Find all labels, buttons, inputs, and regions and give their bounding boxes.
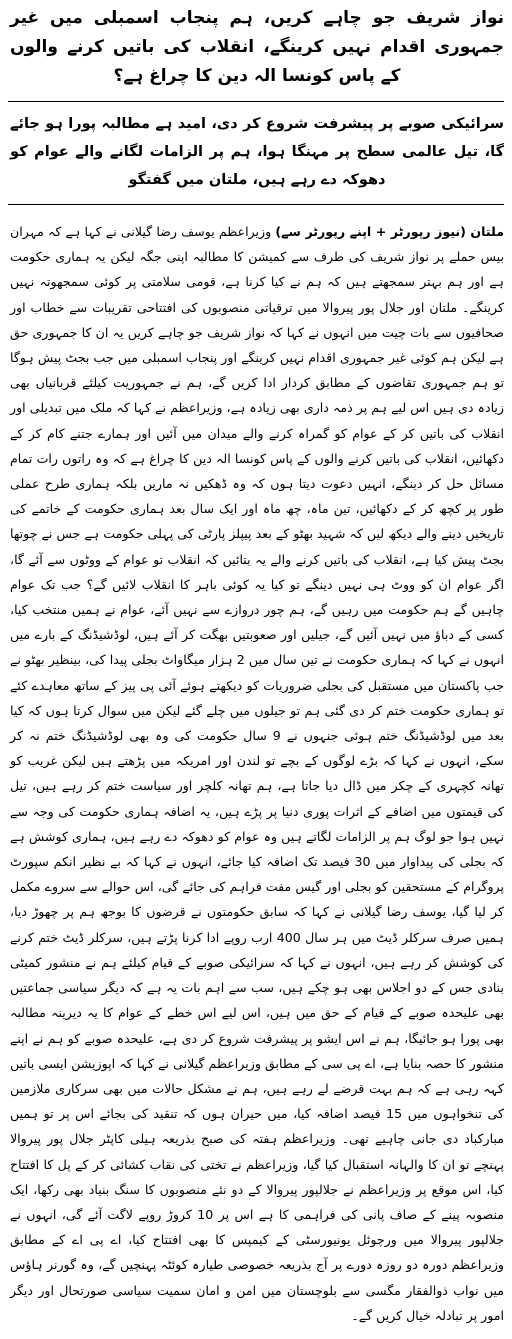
dateline: ملتان (نیوز رپورٹر + اپنے رپورٹر سے)	[275, 224, 504, 239]
headline: نواز شریف جو چاہے کریں، ہم پنجاب اسمبلی میں غیر جمہوری اقدام نہیں کرینگے، انقلاب کی باتیں کرنے والوں کے پاس کونسا الہ دین کا چراغ ہے؟	[10, 8, 504, 86]
divider-top	[8, 101, 504, 102]
divider-bottom	[8, 204, 504, 205]
article-body	[0, 209, 512, 1328]
subheadline: سرائیکی صوبے پر پیشرفت شروع کر دی، امید ہے مطالبہ پورا ہو جائے گا، تیل عالمی سطح پر مہنگا ہوا، ہم پر الزامات لگانے والے عوام کو دھوکہ دے رہے ہیں، ملتان میں گفتگو	[10, 116, 504, 188]
article-text: وزیراعظم یوسف رضا گیلانی نے کہا ہے کہ مہران بیس حملے پر نواز شریف کی طرف سے کمیشن کا مطالبہ اپنی جگہ لیکن یہ ہماری حکومت ہے اور ہم بہتر سمجھتے ہیں کہ ہم نے کیا کرنا ہے، قومی سلامتی پر کوئی سمجھوتہ نہیں کرینگے۔ ملتان اور جلال پور پیروالا میں ترقیاتی منصوبوں کی افتتاحی تقریبات سے خطاب اور صحافیوں سے بات چیت میں انہوں نے کہا کہ نواز شریف جو چاہے کریں یہ ان کا جمہوری حق ہے لیکن ہم کوئی غیر جمہوری اقدام نہیں کرینگے اور پنجاب اسمبلی میں جب بجٹ پیش ہوگا تو ہم جمہوری تقاضوں کے مطابق کردار ادا کریں گے، ہم نے جمہوریت کیلئے قربانیاں بھی زیادہ دی ہیں اس لیے ہم پر ذمہ داری بھی زیادہ ہے، وزیراعظم نے کہا کہ ملک میں تبدیلی اور انقلاب کی باتیں کر کے عوام کو گمراہ کرنے والے میدان میں آئیں اور ہمارے جتنے کام کر کے دکھائیں، انقلاب کی باتیں کرنے والوں کے پاس کونسا الہ دین کا چراغ ہے کہ وہ راتوں رات تمام مسائل حل کر دینگے، انہیں دعوت دیتا ہوں کہ وہ ڈھکیں نہ ماریں بلکہ ہماری طرح عملی طور پر کچھ کر کے دکھائیں، تین ماہ، چھ ماہ اور ایک سال بعد ہماری حکومت کے خاتمے کی تاریخیں دینے والے دیکھ لیں کہ شہید بھٹو کے بعد پیپلز پارٹی کی پہلی حکومت ہے جس نے چوتھا بجٹ پیش کیا ہے، انقلاب کی باتیں کرنے والے یہ بتائیں کہ انقلاب تو عوام کے ووٹوں سے آئے گا، اگر عوام ان کو ووٹ ہی نہیں دینگے تو کیا یہ کوئی باہر کا انقلاب لائیں گے؟ جب تک عوام چاہیں گے ہم حکومت میں رہیں گے، ہم چور دروازے سے نہیں آئے، عوام نے ہمیں منتخب کیا، کسی کے دباؤ میں نہیں آئیں گے، جیلیں اور صعوبتیں بھگت کر آئے ہیں، لوڈشیڈنگ کے بارے میں انہوں نے کہا کہ ہماری حکومت نے تین سال میں 2 ہزار میگاواٹ بجلی پیدا کی، بینظیر بھٹو نے جب پاکستان میں مستقبل کی بجلی ضروریات کو دیکھتے ہوئے آئی پی پیز کے ساتھ معاہدے کئے تو ہماری حکومت ختم کر دی گئی ہم تو جیلوں میں چلے گئے لیکن میں سوال کرتا ہوں کہ کیا بعد میں لوڈشیڈنگ ختم ہوئی جنہوں نے 9 سال حکومت کی وہ بھی لوڈشیڈنگ ختم نہ کر سکے، انہوں نے کہا کہ بڑے لوگوں کے بچے تو لندن اور امریکہ میں پڑھتے ہیں لیکن غریب کو تھانہ کچہری کے چکر میں ڈال دیا جاتا ہے، ہم تھانہ کلچر اور سیاست ختم کر رہے ہیں، تیل کی قیمتوں میں اضافے کے اثرات پوری دنیا پر پڑے ہیں، یہ اضافہ ہماری حکومت کی وجہ سے نہیں ہوا جو لوگ ہم پر الزامات لگاتے ہیں وہ عوام کو دھوکہ دے رہے ہیں، ہماری کوشش ہے کہ بجلی کی پیداوار میں 30 فیصد تک اضافہ کیا جائے، انہوں نے کہا کہ بے نظیر انکم سپورٹ پروگرام کے مستحقین کو بجلی اور گیس مفت فراہم کی جائے گی، اس حوالے سے سروے مکمل کر لیا گیا، یوسف رضا گیلانی نے کہا کہ سابق حکومتوں نے قرضوں کا بوجھ ہم پر چھوڑ دیا، ہمیں صرف سرکلر ڈیٹ میں ہر سال 400 ارب روپے ادا کرنا پڑتے ہیں، سرکلر ڈیٹ ختم کرنے کی کوشش کر رہے ہیں، انہوں نے کہا کہ سرائیکی صوبے کے قیام کیلئے ہم نے منشور کمیٹی بنادی جس کے دو اجلاس بھی ہو چکے ہیں، سب سے اہم بات یہ ہے کہ دیگر سیاسی جماعتیں بھی علیحدہ صوبے کے قیام کے حق میں ہیں، اس لیے اس خطے کے عوام کا یہ دیرینہ مطالبہ بھی پورا ہو جائیگا، ہم نے اس ایشو پر پیشرفت شروع کر دی ہے، علیحدہ صوبے کو ہم نے اپنے منشور کا حصہ بنایا ہے، اے پی سی کے مطابق وزیراعظم گیلانی نے کہا کہ اپوزیشن ایسی باتیں کہہ رہی ہے کہ ہم بہت قرضے لے رہے ہیں، ہم نے مشکل حالات میں بھی سرکاری ملازمین کی تنخواہوں میں 15 فیصد اضافہ کیا، میں حیران ہوں کہ تنقید کی بجائے اس پر تو ہمیں مبارکباد دی جانی چاہیے تھی۔ وزیراعظم ہفتہ کی صبح بذریعہ ہیلی کاپٹر جلال پور پیروالا پہنچے تو ان کا والہانہ استقبال کیا گیا، وزیراعظم نے تختی کی نقاب کشائی کر کے پل کا افتتاح کیا، اس موقع پر وزیراعظم نے جلالپور پیروالا کے دو نئے منصوبوں کا سنگ بنیاد بھی رکھا، ایک منصوبہ پینے کے صاف پانی کی فراہمی کا ہے اس پر 10 کروڑ روپے لاگت آئے گی، انہوں نے جلالپور پیروالا میں ورچوئل یونیورسٹی کے کیمپس کا بھی افتتاح کیا، اے پی اے کے مطابق وزیراعظم دورہ دو روزہ دورے پر آج بذریعہ خصوصی طیارہ کوئٹہ پہنچیں گے، وہ گورنر ہاؤس میں نواب ذوالفقار مگسی سے بلوچستان میں امن و امان سمیت سیاسی صورتحال اور دیگر امور پر تبادلہ خیال کریں گے۔	[10, 224, 505, 1323]
